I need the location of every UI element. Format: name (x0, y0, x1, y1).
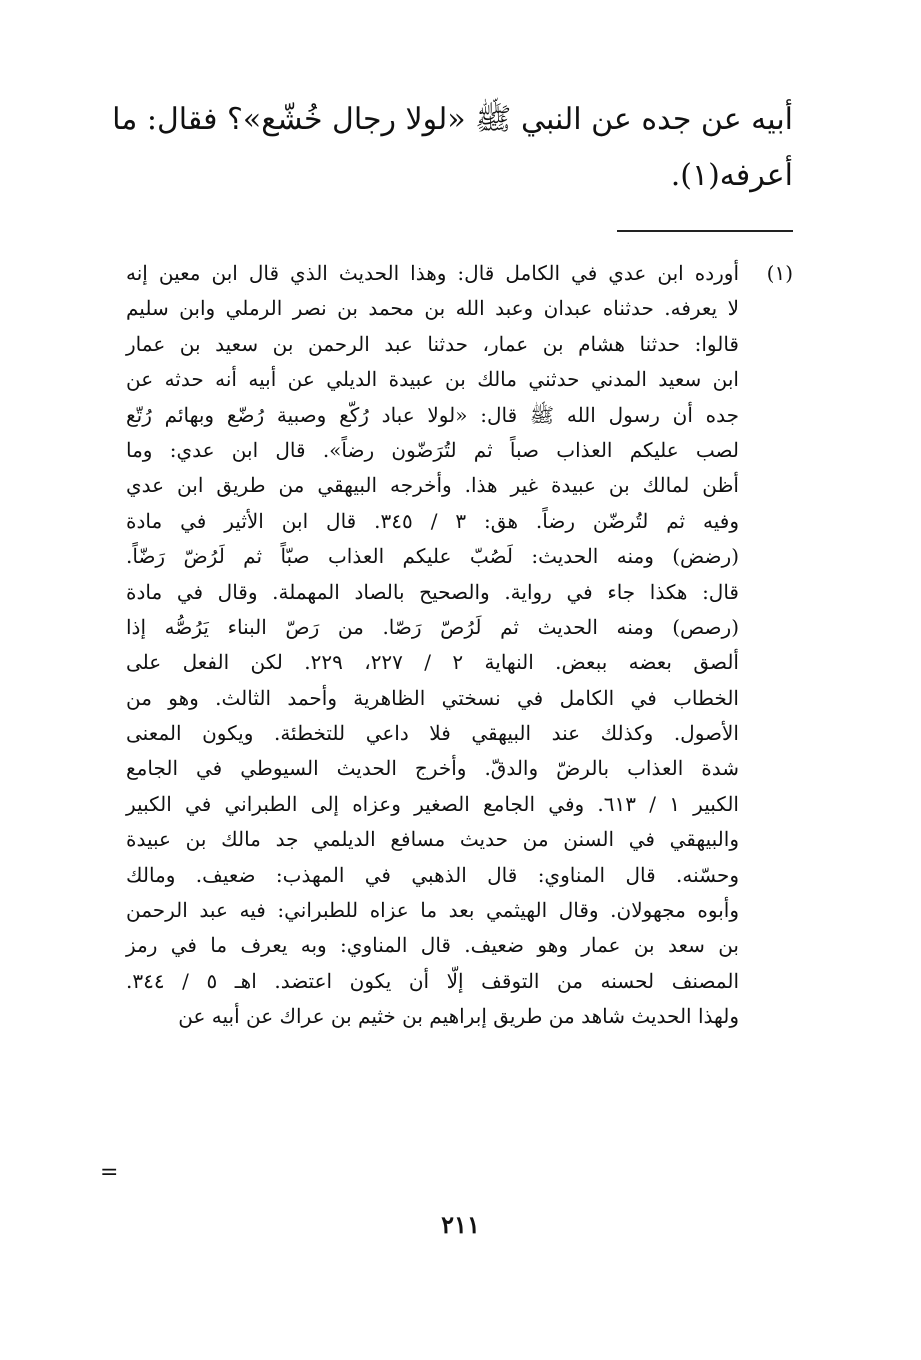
main-text-line: أبيه عن جده عن النبي ﷺ «لولا رجال خُشّع»؟ فقال: ما (112, 102, 793, 137)
footnote-line: أظن لمالك بن عبيدة غير هذا. وأخرجه البيهقي من طريق ابن عدي (126, 473, 739, 498)
footnote-line: الأصول. وكذلك عند البيهقي فلا داعي للتخطئة. ويكون المعنى (126, 721, 739, 746)
footnote-line: ألصق بعضه ببعض. النهاية ٢ / ٢٢٧، ٢٢٩. لكن الفعل على (126, 650, 739, 675)
footnote-line: لا يعرفه. حدثناه عبدان وعبد الله بن محمد بن نصر الرملي وابن سليم (126, 296, 739, 321)
footnote-line: بن سعد بن عمار وهو ضعيف. قال المناوي: وبه يعرف ما في رمز (126, 933, 739, 958)
footnote-line: قال: هكذا جاء في رواية. والصحيح بالصاد المهملة. وقال في مادة (126, 579, 739, 604)
footnote-line: (رصص) ومنه الحديث ثم لَرُصّ رَصّا. من رَصّ البناء يَرُصُّه إذا (126, 614, 739, 639)
footnote-line: أورده ابن عدي في الكامل قال: وهذا الحديث الذي قال ابن معين إنه (126, 261, 739, 285)
footnote-line: جده أن رسول الله ﷺ قال: «لولا عباد رُكّع وصبية رُضّع وبهائم رُتّع (126, 402, 739, 427)
page-number: ٢١١ (441, 1210, 480, 1239)
footnote-body (126, 256, 739, 1035)
footnote-line: قالوا: حدثنا هشام بن عمار، حدثنا عبد الرحمن بن سعيد بن عمار (126, 331, 739, 356)
footnote-line: وفيه ثم لتُرضّن رضاً. هق: ٣ / ٣٤٥. قال ابن الأثير في مادة (126, 508, 740, 533)
footnote-separator (617, 230, 793, 232)
footnote-line: ولهذا الحديث شاهد من طريق إبراهيم بن خثيم بن عراك عن أبيه عن (178, 1004, 739, 1029)
footnote-marker: (١) (766, 261, 793, 285)
footnote-line: وأبوه مجهولان. وقال الهيثمي بعد ما عزاه للطبراني: فيه عبد الرحمن (126, 898, 739, 923)
main-text (112, 92, 793, 204)
continuation-mark: = (100, 1160, 119, 1185)
footnote-line: والبيهقي في السنن من حديث مسافع الديلمي جد مالك بن عبيدة (126, 827, 739, 852)
footnote-line: الخطاب في الكامل في نسختي الظاهرية وأحمد الثالث. وهو من (126, 685, 739, 710)
footnote-line: الكبير ١ / ٦١٣. وفي الجامع الصغير وعزاه إلى الطبراني في الكبير (126, 791, 739, 816)
footnote-line: المصنف لحسنه من التوقف إلّا أن يكون اعتضد. اهـ ٥ / ٣٤٤. (126, 968, 740, 993)
footnote-line: (رضض) ومنه الحديث: لَصُبّ عليكم العذاب صبّاً ثم لَرُضّ رَضّاً. (126, 544, 740, 569)
footnote-line: شدة العذاب بالرضّ والدقّ. وأخرج الحديث السيوطي في الجامع (126, 756, 739, 781)
main-text-line: أعرفه(١). (670, 158, 793, 193)
footnote (126, 256, 793, 1035)
footnote-line: لصب عليكم العذاب صباً ثم لتُرَضّون رضاً». قال ابن عدي: وما (126, 437, 739, 462)
footnote-line: ابن سعيد المدني حدثني مالك بن عبيدة الديلي عن أبيه أنه حدثه عن (126, 367, 739, 392)
footnote-line: وحسّنه. قال المناوي: قال الذهبي في المهذب: ضعيف. ومالك (126, 862, 739, 887)
